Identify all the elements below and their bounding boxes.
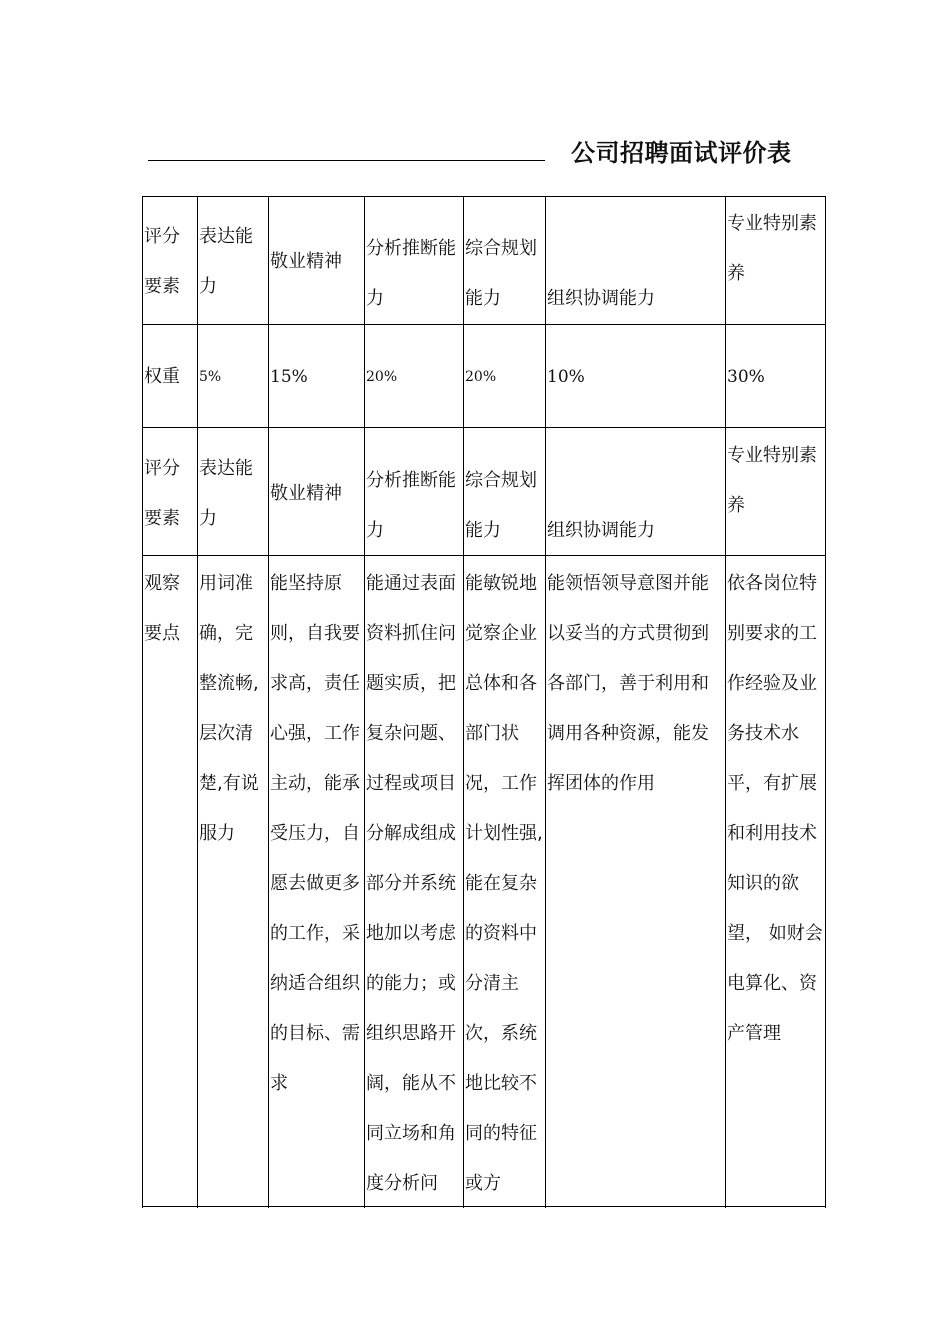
- column-divider: [364, 196, 365, 1208]
- weight-value: 20%: [366, 369, 398, 385]
- title-underline: [148, 160, 545, 161]
- table-border-right: [825, 196, 826, 1208]
- header-cell: 专业特别素养: [727, 445, 817, 516]
- header-cell: 评分要素: [144, 226, 180, 297]
- header-cell: 组织协调能力: [547, 520, 655, 541]
- header-cell: 敬业精神: [270, 251, 342, 272]
- weight-value: 20%: [465, 369, 497, 385]
- weight-label: 权重: [144, 366, 180, 387]
- observation-text: 能敏锐地觉察企业总体和各部门状况，工作计划性强,能在复杂的资料中分清主次，系统地比较不同的特征或方: [465, 573, 543, 1194]
- row-divider: [142, 427, 826, 428]
- header-cell: 分析推断能力: [366, 470, 456, 541]
- column-divider: [545, 196, 546, 1208]
- header-cell: 专业特别素养: [727, 213, 817, 284]
- header-cell: 分析推断能力: [366, 238, 456, 309]
- observation-text: 依各岗位特别要求的工作经验及业务技术水平，有扩展和利用技术知识的欲望， 如财会电算化、资产管理: [727, 573, 823, 1044]
- header-cell: 综合规划能力: [465, 470, 537, 541]
- header-cell: 综合规划能力: [465, 238, 537, 309]
- table-border-top: [142, 196, 826, 197]
- weight-value: 10%: [547, 367, 585, 387]
- weight-value: 30%: [727, 367, 765, 387]
- observation-label: 观察要点: [144, 573, 180, 644]
- observation-text: 能通过表面资料抓住问题实质，把复杂问题、过程或项目分解成组成部分并系统地加以考虑的能力；或组织思路开阔，能从不同立场和角度分析问: [366, 573, 456, 1194]
- header-cell: 表达能力: [199, 458, 253, 529]
- column-divider: [725, 196, 726, 1208]
- observation-text: 能领悟领导意图并能以妥当的方式贯彻到各部门，善于利用和调用各种资源，能发挥团体的作用: [547, 573, 709, 794]
- weight-value: 5%: [199, 369, 222, 385]
- column-divider: [268, 196, 269, 1208]
- header-cell: 评分要素: [144, 458, 180, 529]
- observation-text: 能坚持原则，自我要求高，责任心强，工作主动，能承受压力，自愿去做更多的工作，采纳适合组织的目标、需求: [270, 573, 360, 1094]
- page-title: 公司招聘面试评价表: [571, 139, 792, 167]
- header-cell: 敬业精神: [270, 483, 342, 504]
- header-cell: 组织协调能力: [547, 288, 655, 309]
- weight-value: 15%: [270, 367, 308, 387]
- row-divider: [142, 324, 826, 325]
- table-border-left: [142, 196, 143, 1208]
- header-cell: 表达能力: [199, 226, 253, 297]
- column-divider: [463, 196, 464, 1208]
- observation-text: 用词准确，完整流畅,层次清楚,有说服力: [199, 573, 259, 844]
- evaluation-table: [142, 196, 826, 1208]
- column-divider: [197, 196, 198, 1208]
